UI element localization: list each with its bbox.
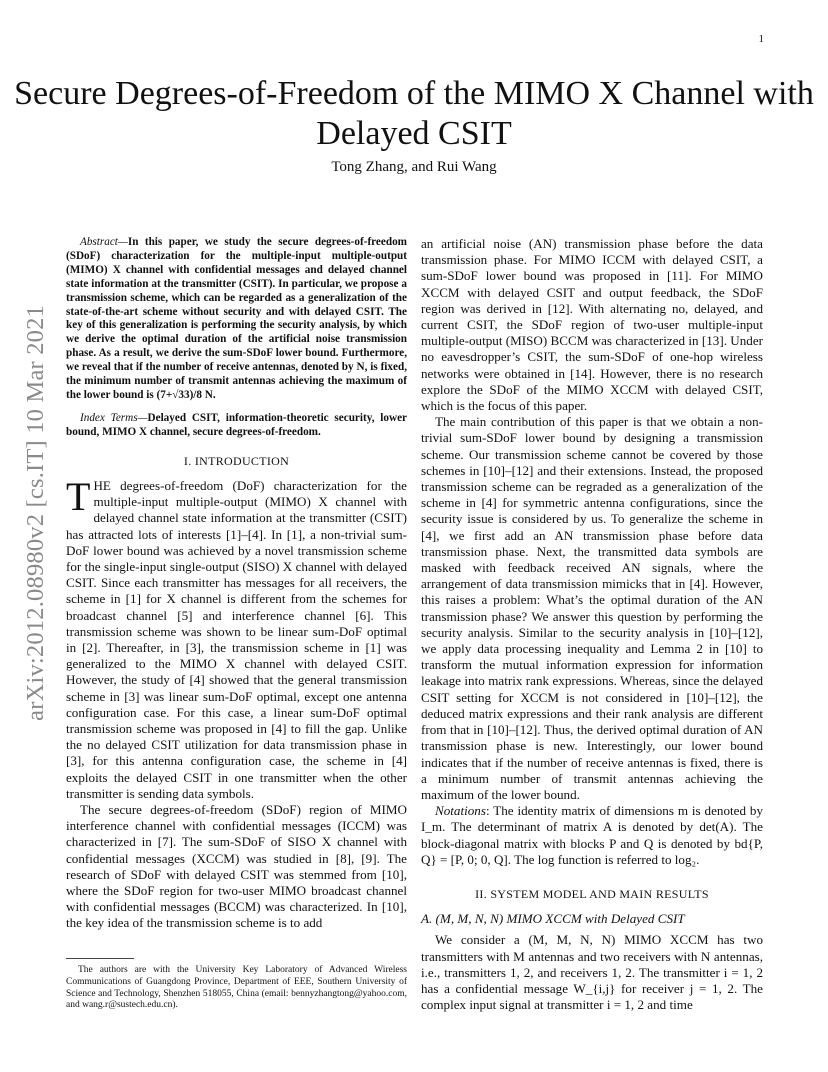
arxiv-stamp bbox=[22, 263, 50, 763]
paper-title: Secure Degrees-of-Freedom of the MIMO X Channel with Delayed CSIT bbox=[14, 75, 814, 152]
right-paragraph-2: The main contribution of this paper is that we obtain a non-trivial sum-SDoF lower bound by designing a transmission scheme. Our transmission scheme cannot be covered by those schemes in [10]–[12] and their extensions. Instead, the proposed transmission scheme can be regraded as a generalization of the scheme in [4] for symmetric antenna configurations, since the security issue is considered by us. To generalize the scheme in [4], we first add an AN transmission phase before data transmission phase. Next, the transmitted data symbols are masked with feedback received AN signals, where the arrangement of data transmission mimicks that in [4]. However, this raises a problem: What’s the optimal duration of the AN transmission phase? We answer this question by performing the security analysis. Similar to the security analysis in [10]–[12], we apply data processing inequality and Lemma 2 in [10] to transform the mutual information expression for information leakage into matrix rank expressions. Whereas, since the delayed CSIT setting for XCCM is not considered in [10]–[12], the deduced matrix expressions and their rank analysis are different from that in [10]–[12]. Thus, the derived optimal duration of AN transmission phase is new. Interestingly, our lower bound indicates that if the number of receive antennas is fixed, there is a minimum number of transmit antennas achieving the maximum of the lower bound. bbox=[421, 414, 763, 802]
subsection-a-heading: A. (M, M, N, N) MIMO XCCM with Delayed CSIT bbox=[421, 911, 685, 927]
arxiv-stamp-text: arXiv:2012.08980v2 [cs.IT] 10 Mar 2021 bbox=[22, 305, 49, 721]
intro-paragraph-1-text: HE degrees-of-freedom (DoF) characterization for the multiple-input multiple-output (MIMO) X channel with delayed channel state information at the transmitter (CSIT) has attracted lots of interests [1]–[4]. In [1], a non-trivial sum-DoF lower bound was achieved by a novel transmission scheme for the single-input single-output (SISO) X channel with delayed CSIT. Since each transmitter has messages for all receivers, the scheme in [1] for X channel is different from the schemes for broadcast channel [5] and interference channel [6]. This transmission scheme was shown to be linear sum-DoF optimal in [2]. Thereafter, in [3], the transmission scheme in [1] was generalized to the MIMO X channel with delayed CSIT. However, the study of [4] showed that the general transmission scheme in [3] was linear sum-DoF optimal, except one antenna configuration case. For this case, a linear sum-DoF optimal transmission scheme was proposed in [4] to fill the gap. Unlike the no delayed CSIT utilization for data transmission phase in [3], for this antenna configuration case, the scheme in [4] exploits the delayed CSIT in one transmitter when the other transmitter is sending data symbols. bbox=[66, 477, 407, 801]
right-paragraph-3: We consider a (M, M, N, N) MIMO XCCM has two transmitters with M antennas and two receivers with N antennas, i.e., transmitters 1, 2, and receivers 1, 2. The transmitter i = 1, 2 has a confidential message W_{i,j} for receiver j = 1, 2. The complex input signal at transmitter i = 1, 2 and time bbox=[421, 932, 763, 1013]
left-column bbox=[66, 236, 407, 932]
footnote-text: The authors are with the University Key Laboratory of Advanced Wireless Communications of Guangdong Province, Department of EEE, Southern University of Science and Technology, Shenzhen 518055, China (email: bennyzhangtong@yahoo.com, and wang.r@sustech.edu.cn). bbox=[66, 965, 407, 1011]
paper-authors: Tong Zhang, and Rui Wang bbox=[331, 159, 497, 175]
abstract-text: In this paper, we study the secure degrees-of-freedom (SDoF) characterization for the multiple-input multiple-output (MIMO) X channel with confidential messages and delayed channel state information at the transmitter (CSIT). In particular, we propose a transmission scheme, which can be regarded as a generalization of the state-of-the-art scheme without security and with delayed CSIT. The key of this generalization is performing the security analysis, by which we derive the optimal duration of the artificial noise transmission phase. As a result, we derive the sum-SDoF lower bound. Furthermore, we reveal that if the number of receive antennas, denoted by N, is fixed, the minimum number of transmit antennas achieving the maximum of the lower bound is (7+√33)/8 N. bbox=[66, 236, 407, 401]
section-1-heading: I. INTRODUCTION bbox=[183, 453, 290, 468]
right-paragraph-1: an artificial noise (AN) transmission phase before the data transmission phase. For MIMO ICCM with delayed CSIT, a sum-SDoF lower bound was proposed in [11]. For MIMO XCCM with delayed CSIT and output feedback, the SDoF region was derived in [12]. With alternating no, delayed, and current CSIT, the SDoF region of two-user multiple-input multiple-output (MISO) BCCM was characterized in [13]. Under no eavesdropper’s CSIT, the sum-SDoF of one-hop wireless networks were obtained in [14]. However, there is no research explore the SDoF of the MIMO XCCM with delayed CSIT, which is the focus of this paper. bbox=[421, 236, 763, 414]
notations-label: Notations bbox=[435, 803, 486, 819]
intro-paragraph-1 bbox=[66, 473, 407, 802]
notations-paragraph bbox=[421, 803, 763, 868]
index-terms bbox=[66, 412, 407, 440]
section-2-heading: II. SYSTEM MODEL AND MAIN RESULTS bbox=[475, 886, 709, 901]
footnote-rule bbox=[66, 958, 134, 959]
footnote bbox=[66, 965, 407, 1012]
index-terms-label: Index Terms— bbox=[80, 411, 148, 424]
page-number: 1 bbox=[758, 33, 764, 45]
abstract-label: Abstract— bbox=[80, 236, 128, 248]
drop-cap: T bbox=[66, 473, 91, 519]
index-terms-text: Delayed CSIT, information-theoretic security, lower bound, MIMO X channel, secure degrees-of-freedom. bbox=[66, 411, 407, 438]
right-column bbox=[421, 236, 763, 1013]
intro-paragraph-2: The secure degrees-of-freedom (SDoF) region of MIMO interference channel with confidential messages (ICCM) was characterized in [7]. The sum-SDoF of SISO X channel with confidential messages (XCCM) was studied in [8], [9]. The research of SDoF with delayed CSIT was stemmed from [10], where the SDoF region for two-user MIMO broadcast channel with confidential messages (BCCM) was characterized. In [10], the key idea of the transmission scheme is to add bbox=[66, 801, 407, 931]
notations-text: : The identity matrix of dimensions m is denoted by I_m. The determinant of matrix A is denoted by det(A). The block-diagonal matrix with blocks P and Q is denoted by bd{P, Q} = [P, 0; 0, Q]. The log function is referred to log₂. bbox=[421, 803, 763, 867]
abstract bbox=[66, 236, 407, 403]
